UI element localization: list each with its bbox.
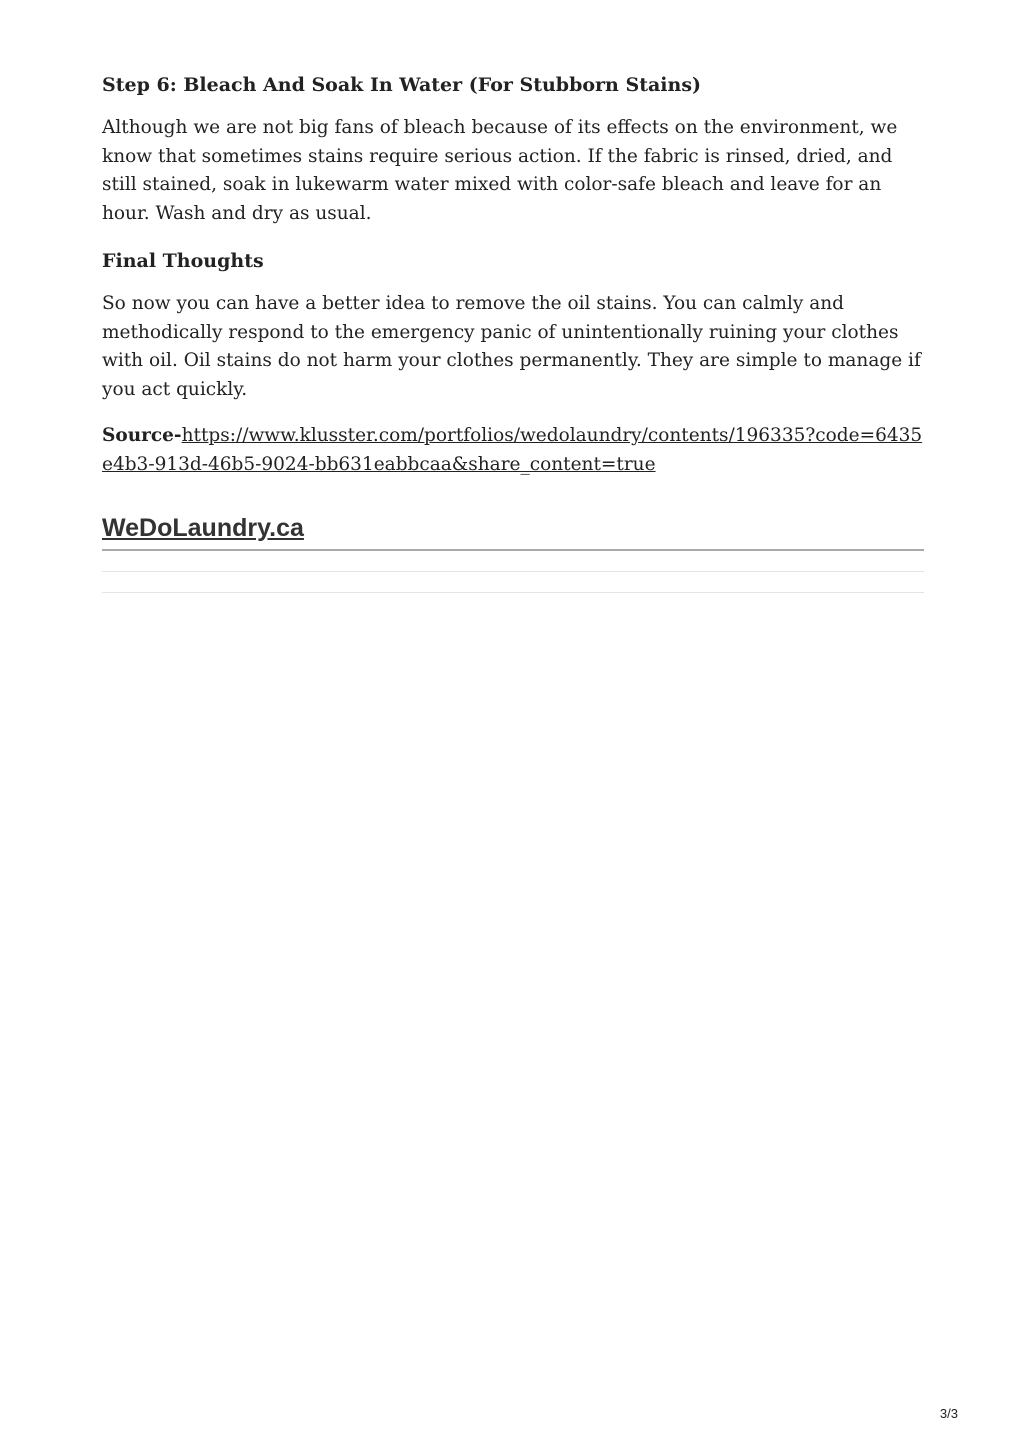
final-thoughts-paragraph: So now you can have a better idea to remove the oil stains. You can calmly and methodically respond to the emergency panic of unintentionally ruining your clothes with oil. Oil stains do not harm your clothes permanently. They are simple to manage if you act quickly. <box>102 293 921 400</box>
final-thoughts-heading: Final Thoughts <box>102 250 264 272</box>
divider-line <box>102 592 924 593</box>
source-label: Source- <box>102 425 182 446</box>
source-line <box>102 422 924 479</box>
page-number: 3/3 <box>939 1406 958 1421</box>
source-link[interactable]: https://www.klusster.com/portfolios/wedolaundry/contents/196335?code=6435e4b3-913d-46b5-9024-bb631eabbcaa&share_content=true <box>102 425 923 475</box>
site-title-link[interactable]: WeDoLaundry.ca <box>102 513 924 551</box>
step6-paragraph: Although we are not big fans of bleach because of its effects on the environment, we know that sometimes stains require serious action. If the fabric is rinsed, dried, and still stained, soak in lukewarm water mixed with color-safe bleach and leave for an hour. Wash and dry as usual. <box>102 117 898 224</box>
step6-heading: Step 6: Bleach And Soak In Water (For Stubborn Stains) <box>102 74 702 96</box>
divider-line <box>102 571 924 572</box>
document-body <box>102 70 924 593</box>
